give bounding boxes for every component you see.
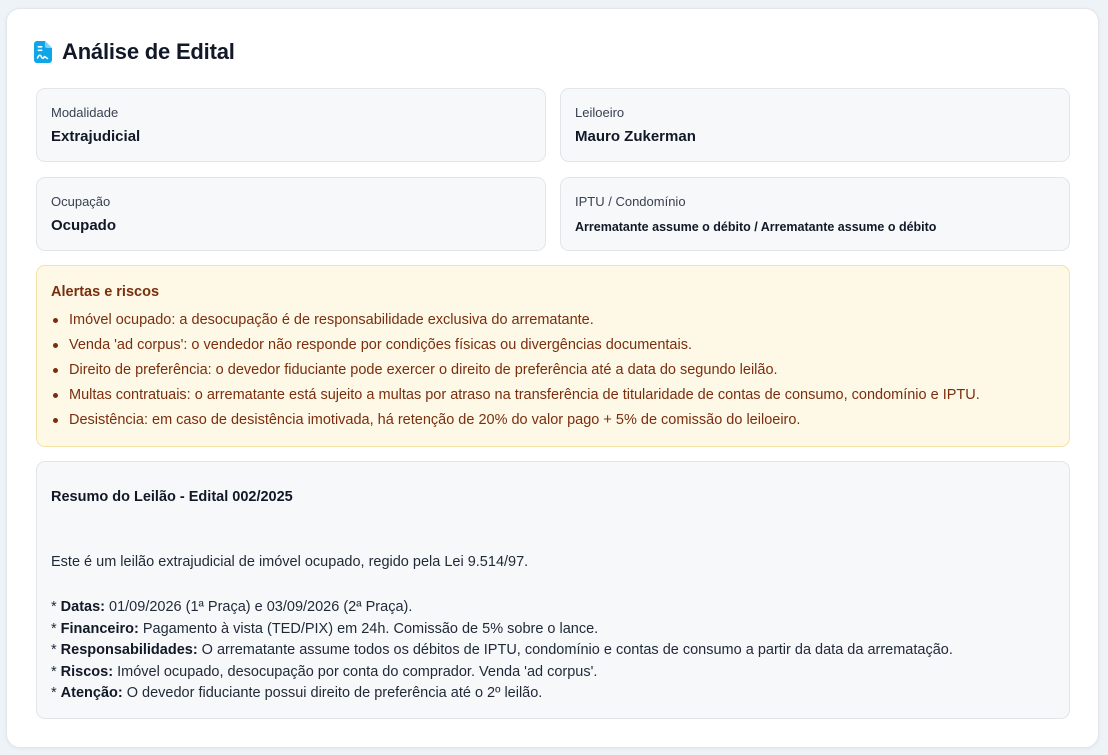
summary-panel — [36, 461, 1070, 719]
alert-item: Desistência: em caso de desistência imotivada, há retenção de 20% do valor pago + 5% de comissão do leiloeiro. — [51, 408, 1055, 433]
summary-text: O devedor fiduciante possui direito de preferência até o 2º leilão. — [122, 685, 543, 701]
alerts-panel — [36, 265, 1070, 447]
iptu-condominio-box — [560, 177, 1070, 251]
iptu-condominio-label: IPTU / Condomínio — [575, 194, 686, 209]
info-grid — [36, 88, 1070, 251]
summary-title: Resumo do Leilão - Edital 002/2025 — [51, 489, 293, 505]
summary-line-responsabilidades — [51, 640, 953, 662]
leiloeiro-box — [560, 88, 1070, 162]
alerts-list — [51, 308, 1055, 433]
page-header — [34, 39, 235, 65]
alert-item: Imóvel ocupado: a desocupação é de responsabilidade exclusiva do arrematante. — [51, 308, 1055, 333]
page-title: Análise de Edital — [62, 39, 235, 64]
summary-line-riscos — [51, 662, 953, 684]
ocupacao-value: Ocupado — [51, 217, 117, 234]
ocupacao-box — [36, 177, 546, 251]
bullet-prefix: * — [51, 599, 61, 615]
summary-label: Datas: — [60, 599, 105, 615]
bullet-prefix: * — [51, 663, 61, 680]
alerts-title: Alertas e riscos — [51, 284, 160, 300]
leiloeiro-label: Leiloeiro — [575, 105, 625, 120]
alert-item: Venda 'ad corpus': o vendedor não responde por condições físicas ou divergências documentais. — [51, 333, 1055, 358]
modalidade-value: Extrajudicial — [51, 128, 141, 145]
summary-line-datas — [51, 597, 953, 619]
summary-text: Imóvel ocupado, desocupação por conta do comprador. Venda 'ad corpus'. — [113, 663, 598, 680]
summary-text: Pagamento à vista (TED/PIX) em 24h. Comissão de 5% sobre o lance. — [138, 620, 599, 637]
document-icon — [34, 41, 52, 63]
bullet-prefix: * — [51, 685, 61, 701]
modalidade-label: Modalidade — [51, 105, 119, 120]
leiloeiro-value: Mauro Zukerman — [575, 128, 696, 145]
summary-lines — [51, 597, 953, 705]
summary-text: 01/09/2026 (1ª Praça) e 03/09/2026 (2ª Praça). — [105, 599, 413, 615]
bullet-prefix: * — [51, 620, 61, 637]
ocupacao-label: Ocupação — [51, 194, 111, 209]
edital-analysis-card — [6, 8, 1099, 748]
summary-intro: Este é um leilão extrajudicial de imóvel ocupado, regido pela Lei 9.514/97. — [51, 554, 529, 570]
summary-label: Atenção: — [60, 685, 123, 701]
summary-line-financeiro — [51, 619, 953, 641]
modalidade-box — [36, 88, 546, 162]
summary-text: O arrematante assume todos os débitos de IPTU, condomínio e contas de consumo a partir da data da arrematação. — [197, 642, 953, 658]
alert-item: Multas contratuais: o arrematante está sujeito a multas por atraso na transferência de titularidade de contas de consumo, condomínio e IPTU. — [51, 383, 1055, 408]
iptu-condominio-value: Arrematante assume o débito / Arrematante assume o débito — [575, 220, 937, 234]
bullet-prefix: * — [51, 642, 61, 658]
summary-label: Financeiro: — [60, 620, 139, 637]
alert-item: Direito de preferência: o devedor fiduciante pode exercer o direito de preferência até a data do segundo leilão. — [51, 358, 1055, 383]
summary-line-atencao — [51, 683, 953, 705]
summary-label: Responsabilidades: — [60, 642, 198, 658]
summary-label: Riscos: — [60, 663, 114, 680]
